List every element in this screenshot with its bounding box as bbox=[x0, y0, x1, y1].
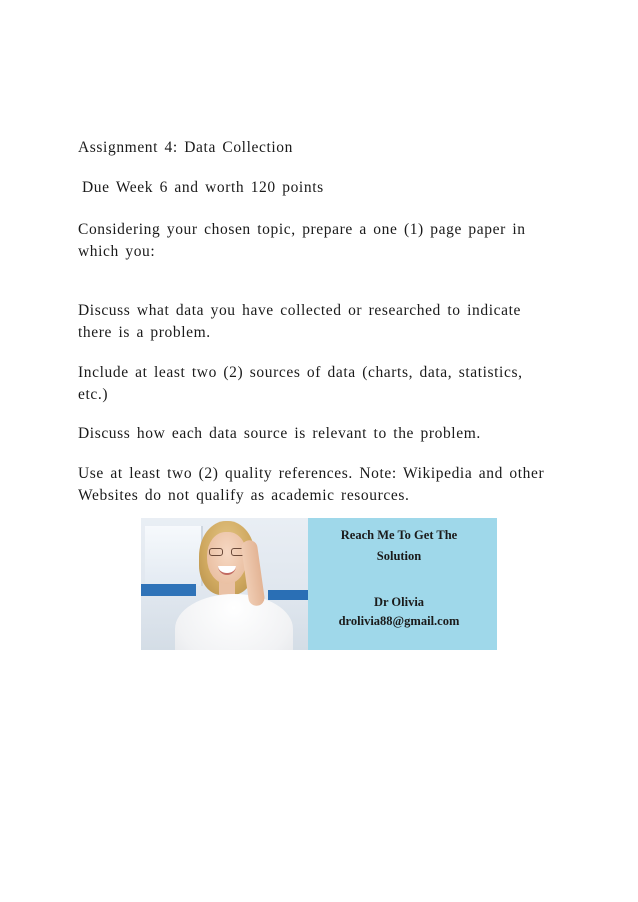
woman-photo bbox=[141, 518, 308, 650]
contact-info-panel bbox=[308, 518, 497, 650]
requirement-relevance: Discuss how each data source is relevant to the problem. bbox=[78, 425, 481, 442]
contact-name: Dr Olivia bbox=[373, 595, 425, 609]
requirement-references: Use at least two (2) quality references. Note: Wikipedia and other Websites do not qualify as academic resources. bbox=[78, 465, 545, 504]
contact-banner bbox=[141, 518, 497, 650]
requirement-sources: Include at least two (2) sources of data (charts, data, statistics, etc.) bbox=[78, 364, 523, 403]
assignment-title: Assignment 4: Data Collection bbox=[78, 139, 293, 156]
banner-headline-line2: Solution bbox=[376, 549, 422, 563]
banner-headline-line1: Reach Me To Get The bbox=[340, 528, 458, 542]
intro-paragraph: Considering your chosen topic, prepare a one (1) page paper in which you: bbox=[78, 221, 526, 260]
contact-email: drolivia88@gmail.com bbox=[338, 614, 460, 628]
due-line: Due Week 6 and worth 120 points bbox=[82, 179, 324, 196]
requirement-data-collected: Discuss what data you have collected or researched to indicate there is a problem. bbox=[78, 302, 521, 341]
